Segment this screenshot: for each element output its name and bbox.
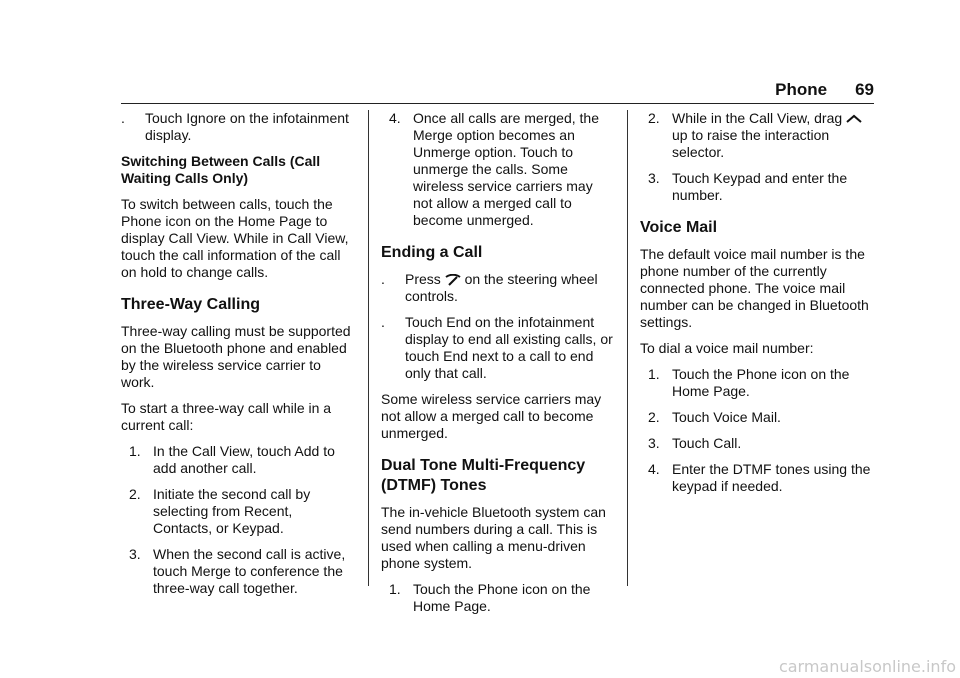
- list-item: 3. When the second call is active, touch Merge to conference the three-way call together.: [129, 546, 346, 596]
- list-item: 4. Enter the DTMF tones using the keypad if needed.: [648, 461, 871, 494]
- paragraph: To switch between calls, touch the Phone icon on the Home Page to display Call View. While in Call View, touch the call information of the call on hold to change calls.: [121, 196, 349, 280]
- paragraph: To start a three-way call while in a current call:: [121, 400, 332, 433]
- list-item: 1. Touch the Phone icon on the Home Page.: [389, 581, 591, 614]
- page-header: [775, 80, 874, 100]
- column-1: [121, 110, 355, 606]
- section-title: Phone: [775, 80, 828, 99]
- paragraph: To dial a voice mail number:: [640, 340, 814, 356]
- phone-end-icon: [445, 274, 461, 286]
- column-3: [640, 110, 874, 504]
- chevron-up-icon: [846, 114, 862, 124]
- paragraph: The in-vehicle Bluetooth system can send numbers during a call. This is used when calling a menu-driven phone system.: [381, 504, 606, 571]
- list-item: . Touch Ignore on the infotainment display.: [121, 110, 349, 143]
- section-heading: Ending a Call: [381, 244, 483, 261]
- section-heading: Voice Mail: [640, 219, 718, 236]
- list-item: 2. Initiate the second call by selecting from Recent, Contacts, or Keypad.: [129, 486, 311, 536]
- list-item: . Press on the steering wheel controls.: [381, 271, 598, 304]
- list-item: 4. Once all calls are merged, the Merge option becomes an Unmerge option. Touch to unmerge the calls. Some wireless service carriers may not allow a merged call to become unmerged.: [389, 110, 599, 228]
- list-item: 1. In the Call View, touch Add to add another call.: [129, 443, 335, 476]
- list-item: 3. Touch Keypad and enter the number.: [648, 170, 848, 203]
- paragraph: Three-way calling must be supported on the Bluetooth phone and enabled by the wireless service carrier to work.: [121, 323, 351, 390]
- list-item: 2. While in the Call View, drag up to raise the interaction selector.: [640, 110, 874, 161]
- list-item: 1. Touch the Phone icon on the Home Page.: [648, 366, 850, 399]
- header-divider: [121, 103, 874, 104]
- section-heading: Dual Tone Multi-Frequency (DTMF) Tones: [381, 457, 586, 494]
- column-divider: [627, 110, 628, 586]
- column-2: [381, 110, 615, 624]
- list-item: 3. Touch Call.: [648, 435, 742, 451]
- watermark: carmanualsonline.info: [778, 657, 956, 676]
- list-item: . Touch End on the infotainment display to end all existing calls, or touch End next to a call to end only that call.: [381, 314, 613, 381]
- section-heading: Three-Way Calling: [121, 296, 260, 313]
- paragraph: The default voice mail number is the phone number of the currently connected phone. The voice mail number can be changed in Bluetooth settings.: [640, 246, 869, 330]
- subheading: Switching Between Calls (Call Waiting Calls Only): [121, 153, 321, 186]
- paragraph: Some wireless service carriers may not allow a merged call to become unmerged.: [381, 391, 602, 441]
- list-item: 2. Touch Voice Mail.: [648, 409, 781, 425]
- page-number: 69: [855, 80, 874, 99]
- column-divider: [368, 110, 369, 586]
